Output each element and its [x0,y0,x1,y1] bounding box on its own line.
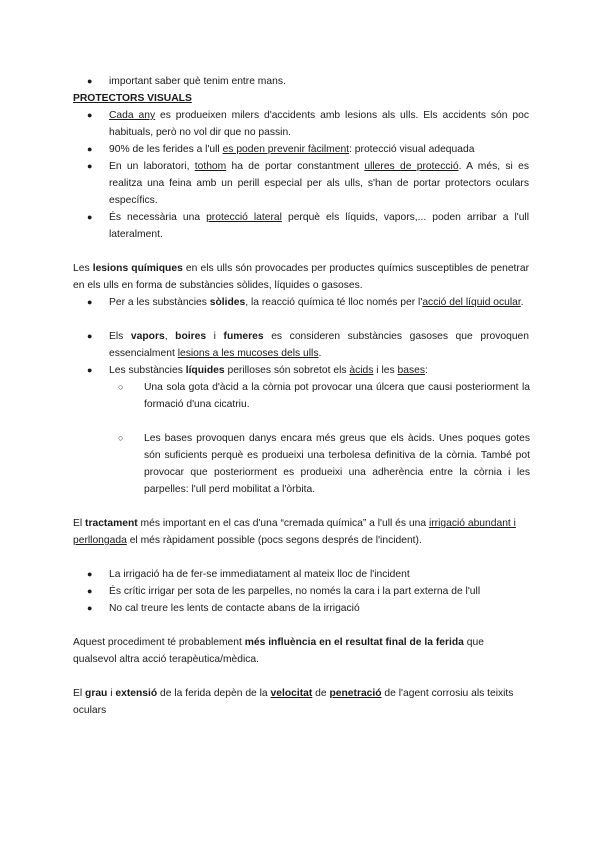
list-item-text: És crític irrigar per sota de les parpelles, no només la cara i la part externa de l'ull [109,586,481,597]
bold-text: vapors [130,331,165,342]
bullet-icon: ● [87,331,93,341]
sub-list-item-text: Les bases provoquen danys encara més greus que els àcids. Unes poques gotes són suficients perquè es produeixi una terbolesa definitiva de la còrnia. També pot provocar que posteriorment es produeixi una adherència entre la còrnia i les parpelles: l'ull perd mobilitat a l'òrbita. [144,433,530,495]
underlined-text: tothom [194,161,227,172]
protectors-heading: PROTECTORS VISUALS [73,93,192,104]
list-item-text: En un laboratori, [109,161,195,172]
list-item-text: Per a les substàncies [109,297,210,308]
circle-bullet-icon: ○ [118,382,124,392]
bullet-icon: ● [87,297,93,307]
list-item-text: Els [109,331,131,342]
underlined-text: protecció lateral [206,212,282,223]
paragraph-text: de l'agent corrosiu als teixits oculars [73,688,514,716]
underlined-text: ulleres de protecció [364,161,459,172]
list-item [87,107,529,141]
paragraph-text: més important en el cas d'una “cremada química” a l'ull és una [137,518,429,529]
list-item-text: No cal treure les lents de contacte abans de la irrigació [109,603,360,614]
list-item-text: , [164,331,176,342]
list-item [87,566,529,583]
underlined-text: bases [397,365,425,376]
section-heading [73,90,529,107]
bullet-icon: ● [87,212,93,222]
bold-text: sòlides [209,297,246,308]
list-item-text: Les substàncies [109,365,186,376]
list-item-text: important saber què tenim entre mans. [109,76,286,87]
bold-text: boires [175,331,207,342]
list-item-text: es consideren substàncies gasoses que provoquen essencialment [109,331,529,359]
bold-text: extensió [115,688,158,699]
paragraph [73,260,529,294]
bold-text: velocitat [270,688,313,699]
underlined-text: irrigació abundant i perllongada [73,518,516,546]
bullet-icon: ● [87,110,93,120]
list-item-text: : [424,365,428,376]
list-item [87,158,529,209]
underlined-text: es poden prevenir fàcilment [222,144,350,155]
list-item [87,294,529,311]
list-item [87,328,529,362]
list-item [87,583,529,600]
bold-text: penetració [329,688,382,699]
bold-text: grau [85,688,108,699]
list-item-text: i les [373,365,398,376]
paragraph [73,515,529,549]
paragraph [73,634,529,668]
list-item-text: : protecció visual adequada [349,144,475,155]
bold-text: més influència en el resultat final de la ferida [244,637,464,648]
paragraph [73,685,529,719]
list-item-text: ha de portar constantment [226,161,365,172]
underlined-text: acció del líquid ocular [422,297,521,308]
bullet-icon: ● [87,586,93,596]
list-item-text: La irrigació ha de fer-se immediatament al mateix lloc de l'incident [109,569,410,580]
underlined-text [271,688,313,699]
list-item-text: . A més, si es realitza una feina amb un perill especial per als ulls, s'han de portar protectors oculars específics. [109,161,529,206]
paragraph-text: i [107,688,116,699]
bullet-icon: ● [87,365,93,375]
bold-text: fumeres [223,331,264,342]
list-item-text: perquè els líquids, vapors,... poden arribar a l'ull lateralment. [109,212,530,240]
underlined-text: Cada any [109,110,156,121]
list-item-text: i [206,331,224,342]
bullet-icon: ● [87,569,93,579]
list-item-text: es produeixen milers d'accidents amb lesions als ulls. Els accidents són poc habituals, però no vol dir que no passin. [109,110,529,138]
list-item-text: 90% de les ferides a l'ull [109,144,223,155]
underlined-text [329,688,381,699]
paragraph-text: de la ferida depèn de la [157,688,271,699]
bold-text: tractament [85,518,138,529]
list-item-text: És necessària una [109,212,207,223]
list-item-text: . [318,348,322,359]
paragraph-text: de [312,688,330,699]
paragraph-text: en els ulls són provocades per productes químics susceptibles de penetrar en els ulls en forma de substàncies sòlides, líquides o gasoses. [73,263,529,291]
paragraph-text: El [73,688,86,699]
bullet-icon: ● [87,161,93,171]
bold-text: lesions químiques [92,263,183,274]
sub-list-item [118,430,530,498]
paragraph-text: que qualsevol altra acció terapèutica/mèdica. [73,637,484,665]
sub-list-item-text: Una sola gota d'àcid a la còrnia pot provocar una úlcera que causi posteriorment la formació d'una cicatriu. [144,382,530,410]
list-item [87,141,529,158]
list-item-text: . [520,297,524,308]
paragraph-text: Les [73,263,93,274]
circle-bullet-icon: ○ [118,433,124,443]
list-item [87,209,530,243]
list-item [87,362,529,379]
list-item-text: perilloses són sobretot els [224,365,350,376]
list-item [87,600,529,617]
underlined-text: lesions a les mucoses dels ulls [177,348,319,359]
bullet-icon: ● [87,603,93,613]
bullet-icon: ● [87,144,93,154]
bold-text: líquides [185,365,225,376]
paragraph-text: Aquest procediment té probablement [73,637,245,648]
sub-list-item [118,379,530,413]
underlined-text: àcids [349,365,374,376]
bullet-icon: ● [87,76,93,86]
paragraph-text: el més ràpidament possible (pocs segons després de l'incident). [126,535,422,546]
paragraph-text: El [73,518,86,529]
list-item [87,73,529,90]
list-item-text: , la reacció química té lloc només per l' [245,297,423,308]
